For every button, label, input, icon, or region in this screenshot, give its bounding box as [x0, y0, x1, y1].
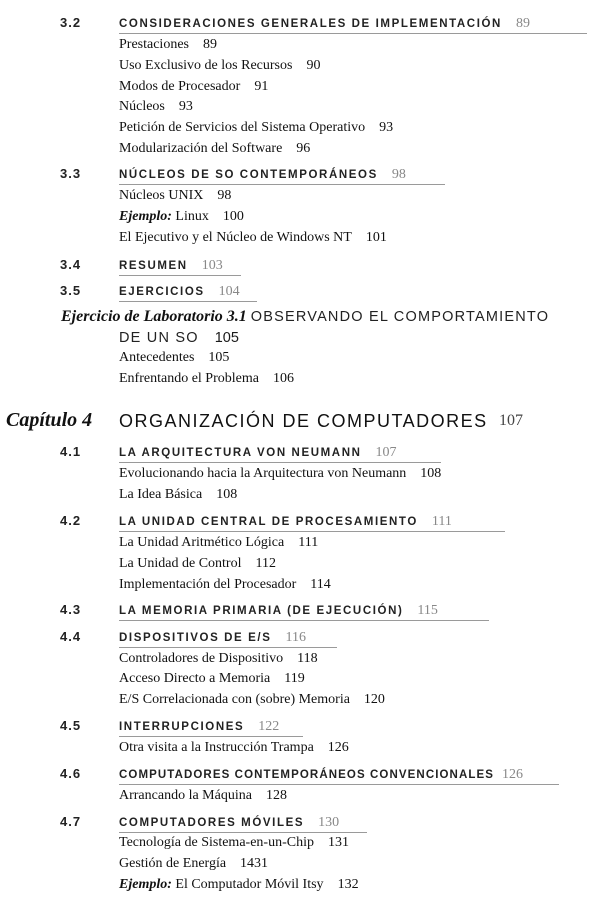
lab-heading-continued [119, 330, 239, 346]
toc-entry[interactable] [119, 557, 276, 571]
section-number: 4.6 [60, 766, 82, 781]
entry-title: Arrancando la Máquina [119, 788, 252, 803]
entry-page: 93 [178, 99, 193, 114]
section-title[interactable] [119, 816, 339, 830]
section-page: 130 [318, 815, 340, 830]
entry-page: 114 [310, 577, 331, 592]
entry-title: Modularización del Software [119, 141, 283, 156]
toc-entry[interactable] [119, 189, 231, 203]
toc-entry[interactable] [119, 836, 349, 850]
toc-entry[interactable] [119, 231, 387, 245]
lab-page: 105 [214, 330, 239, 346]
chapter-label: Capítulo 4 [6, 409, 93, 431]
section-number: 4.4 [60, 629, 82, 644]
chapter-page: 107 [499, 412, 523, 429]
section-title-text: RESUMEN [119, 260, 188, 272]
entry-page: 108 [420, 466, 442, 481]
entry-page: 108 [216, 487, 238, 502]
entry-page: 118 [297, 651, 318, 666]
entry-title: Evolucionando hacia la Arquitectura von Neumann [119, 466, 407, 481]
entry-page: 105 [208, 350, 230, 365]
example-label: Ejemplo: [119, 877, 172, 892]
entry-title: Núcleos UNIX [119, 188, 204, 203]
section-page: 89 [515, 16, 530, 31]
section-title-text: NÚCLEOS DE SO CONTEMPORÁNEOS [119, 169, 378, 181]
section-page: 104 [218, 284, 240, 299]
entry-title: Prestaciones [119, 37, 189, 52]
section-number: 4.7 [60, 814, 82, 829]
toc-entry[interactable] [119, 100, 193, 114]
toc-entry[interactable] [119, 693, 385, 707]
entry-title: Controladores de Dispositivo [119, 651, 284, 666]
toc-entry[interactable] [119, 210, 244, 224]
toc-entry[interactable] [119, 38, 217, 52]
toc-entry[interactable] [119, 578, 331, 592]
lab-title-continued: DE UN SO [119, 330, 199, 346]
entry-title: Petición de Servicios del Sistema Operativo [119, 120, 366, 135]
example-label: Ejemplo: [119, 209, 172, 224]
entry-page: 111 [298, 535, 319, 550]
toc-entry[interactable] [119, 789, 287, 803]
section-rule [119, 647, 337, 648]
entry-title: Núcleos [119, 99, 165, 114]
entry-title: Linux [175, 209, 209, 224]
section-number: 4.3 [60, 602, 82, 617]
section-page: 126 [502, 767, 524, 782]
toc-entry[interactable] [119, 741, 349, 755]
entry-title: Antecedentes [119, 350, 195, 365]
toc-entry[interactable] [119, 467, 441, 481]
section-title-text: LA UNIDAD CENTRAL DE PROCESAMIENTO [119, 516, 418, 528]
section-rule [119, 784, 559, 785]
toc-entry[interactable] [119, 351, 229, 365]
entry-page: 101 [365, 230, 387, 245]
section-number: 4.2 [60, 513, 82, 528]
section-page: 122 [258, 719, 280, 734]
section-rule [119, 832, 367, 833]
section-number: 4.5 [60, 718, 82, 733]
toc-entry[interactable] [119, 857, 268, 871]
section-title[interactable] [119, 720, 279, 734]
section-title-text: COMPUTADORES CONTEMPORÁNEOS CONVENCIONALES [119, 769, 495, 781]
entry-title: Gestión de Energía [119, 856, 227, 871]
entry-title: La Unidad Aritmético Lógica [119, 535, 285, 550]
section-title-text: COMPUTADORES MÓVILES [119, 817, 305, 829]
entry-title: Implementación del Procesador [119, 577, 297, 592]
entry-page: 132 [337, 877, 359, 892]
entry-page: 128 [265, 788, 287, 803]
entry-page: 98 [217, 188, 232, 203]
toc-entry[interactable] [119, 878, 359, 892]
entry-page: 89 [202, 37, 217, 52]
section-rule [119, 736, 303, 737]
section-title[interactable] [119, 17, 530, 31]
section-title[interactable] [119, 515, 452, 529]
toc-entry[interactable] [119, 672, 305, 686]
entry-page: 90 [306, 58, 321, 73]
section-title-text: LA ARQUITECTURA VON NEUMANN [119, 447, 362, 459]
section-title-text: CONSIDERACIONES GENERALES DE IMPLEMENTACIÓN [119, 18, 502, 30]
entry-title: La Unidad de Control [119, 556, 242, 571]
section-title[interactable] [119, 285, 240, 299]
entry-title: El Computador Móvil Itsy [175, 877, 324, 892]
section-page: 115 [417, 603, 438, 618]
section-title-text: DISPOSITIVOS DE E/S [119, 632, 272, 644]
lab-label: Ejercicio de Laboratorio 3.1 [61, 308, 247, 325]
toc-entry[interactable] [119, 652, 318, 666]
toc-entry[interactable] [119, 536, 318, 550]
section-rule [119, 462, 441, 463]
section-rule [119, 184, 445, 185]
section-page: 103 [201, 258, 223, 273]
section-number: 3.2 [60, 15, 82, 30]
entry-page: 131 [327, 835, 349, 850]
entry-title: Tecnología de Sistema-en-un-Chip [119, 835, 314, 850]
section-rule [119, 620, 489, 621]
entry-title: Uso Exclusivo de los Recursos [119, 58, 293, 73]
entry-page: 126 [327, 740, 349, 755]
section-title[interactable] [119, 446, 397, 460]
entry-title: Modos de Procesador [119, 79, 241, 94]
entry-page: 96 [296, 141, 311, 156]
toc-entry[interactable] [119, 142, 310, 156]
entry-title: Enfrentando el Problema [119, 371, 259, 386]
toc-entry[interactable] [119, 121, 393, 135]
section-number: 3.5 [60, 283, 82, 298]
section-title[interactable] [119, 168, 406, 182]
entry-page: 91 [254, 79, 269, 94]
entry-title: E/S Correlacionada con (sobre) Memoria [119, 692, 350, 707]
section-title[interactable] [119, 604, 438, 618]
entry-title: Acceso Directo a Memoria [119, 671, 271, 686]
entry-page: 120 [363, 692, 385, 707]
section-page: 116 [285, 630, 306, 645]
entry-page: 106 [272, 371, 294, 386]
section-title[interactable] [119, 631, 306, 645]
toc-entry[interactable] [119, 372, 294, 386]
section-number: 4.1 [60, 444, 82, 459]
section-number: 3.3 [60, 166, 82, 181]
toc-entry[interactable] [119, 488, 237, 502]
section-rule [119, 33, 587, 34]
section-rule [119, 275, 241, 276]
entry-title: El Ejecutivo y el Núcleo de Windows NT [119, 230, 352, 245]
section-page: 111 [431, 514, 452, 529]
entry-title: La Idea Básica [119, 487, 203, 502]
section-title-text: EJERCICIOS [119, 286, 205, 298]
entry-page: 93 [379, 120, 394, 135]
section-page: 98 [391, 167, 406, 182]
toc-entry[interactable] [119, 80, 268, 94]
entry-title: Otra visita a la Instrucción Trampa [119, 740, 314, 755]
section-page: 107 [375, 445, 397, 460]
section-title[interactable] [119, 768, 523, 782]
section-rule [119, 531, 505, 532]
chapter-title[interactable]: ORGANIZACIÓN DE COMPUTADORES [119, 411, 488, 431]
section-rule [119, 301, 257, 302]
section-title[interactable] [119, 259, 223, 273]
section-title-text: INTERRUPCIONES [119, 721, 245, 733]
entry-page: 1431 [240, 856, 269, 871]
lab-heading[interactable] [61, 309, 549, 325]
section-number: 3.4 [60, 257, 82, 272]
lab-title: OBSERVANDO EL COMPORTAMIENTO [250, 309, 550, 325]
entry-page: 100 [222, 209, 244, 224]
section-title-text: LA MEMORIA PRIMARIA (DE EJECUCIÓN) [119, 605, 404, 617]
entry-page: 119 [284, 671, 305, 686]
toc-entry[interactable] [119, 59, 320, 73]
entry-page: 112 [255, 556, 276, 571]
